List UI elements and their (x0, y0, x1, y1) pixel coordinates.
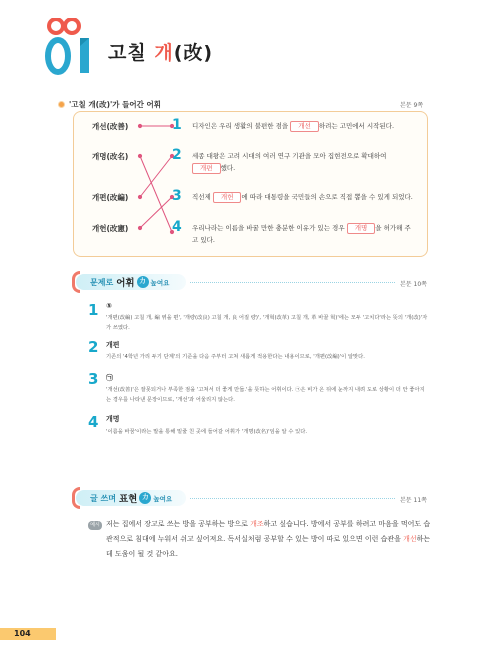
title-accent: 개 (154, 42, 174, 64)
sentence-number: 2 (172, 147, 182, 163)
answer-box: 개명 (347, 223, 376, 234)
problem-explanation: '개편(改編) 고칠 개, 編 엮을 편', '개량(改良) 고칠 개, 良 어질 량)', '개혁(改革) 고칠 개, 革 바꿀 혁)'에는 모두 '고치다'라는 뜻의 '개(改)'자가 쓰였다. (106, 315, 428, 331)
sentence-number: 3 (172, 188, 182, 204)
power-icon: 力 (139, 492, 151, 504)
title-main: 고칠 (108, 42, 147, 64)
problem-answer: 개명 (106, 415, 120, 423)
answer-box: 개헌 (213, 192, 242, 203)
sentence-item: 세종 대왕은 고려 시대의 여러 연구 기관을 모아 집현전으로 확대하여 개편 했다. (192, 152, 387, 172)
page-number: 104 (14, 629, 31, 638)
problem-number: 3 (88, 370, 99, 388)
section1-page-ref: 본문 9쪽 (400, 102, 424, 109)
section3-page-ref: 본문 11쪽 (400, 497, 427, 504)
problem-number: 1 (88, 301, 99, 319)
answer-box: 개편 (192, 163, 221, 174)
word-item: 개명(改名) (92, 152, 129, 161)
problem-explanation: 기존의 '4학년 가리 두기 단계'의 기준을 다음 주부터 고쳐 새롭게 적용한다는 내용이므로, '개편(改編)'이 알맞다. (106, 354, 365, 360)
divider (190, 498, 395, 499)
sentence-item: 직선제 개헌 에 따라 대통령을 국민들의 손으로 직접 뽑을 수 있게 되었다. (192, 193, 413, 201)
title-hanja: (改) (173, 42, 214, 64)
problem-number: 4 (88, 413, 99, 431)
sentence-number: 4 (172, 219, 182, 235)
section2-page-ref: 본문 10쪽 (400, 281, 427, 288)
problem-answer: 개편 (106, 341, 120, 349)
answer-box: 개선 (290, 121, 319, 132)
problem-explanation: '개선(改善)'은 잘못되거나 부족한 점을 '고쳐서 더 좋게 만듦.'을 뜻하는 어휘이다. ㉠은 비가 온 뒤에 눈까지 내려 도로 상황이 더 안 좋아지는 경우를 나타낸 문장이므로, '개선'과 어울리지 않는다. (106, 387, 425, 403)
section3-heading: 글 쓰며 표현 力 높여요 (76, 490, 186, 506)
problem-explanation: '이름을 바꿈'이라는 말을 통해 밑줄 친 곳에 들어갈 어휘가 '개명(改名)'임을 알 수 있다. (106, 429, 308, 435)
section2-heading: 문제로 어휘 力 높여요 (76, 274, 186, 290)
sentence-item: 우리나라는 이름을 바꿀 만한 충분한 이유가 있는 경우 개명 을 허가해 주고 있다. (192, 224, 411, 244)
divider (190, 282, 395, 283)
sentence-number: 1 (172, 117, 182, 133)
problem-answer: ㉠ (106, 374, 113, 382)
word-item: 개편(改編) (92, 193, 129, 202)
section1-heading-text: '고칠 개(改)'가 들어간 어휘 (69, 100, 161, 109)
example-text: 저는 집에서 장고로 쓰는 방을 공부하는 방으로 개조하고 싶습니다. 방에서 공부를 하려고 마음을 먹어도 습관적으로 침대에 누워서 쉬고 싶어져요. 독서실처럼 공부할 수 있는 방이 따로 있으면 이런 습관을 개선하는 데 도움이 될 것 같아요. (106, 520, 431, 558)
problem-answer: ⑤ (106, 302, 112, 310)
highlight-word: 개선 (403, 535, 417, 543)
word-item: 개헌(改憲) (92, 224, 129, 233)
highlight-word: 개조 (250, 520, 264, 528)
power-icon: 力 (137, 276, 149, 288)
problem-number: 2 (88, 338, 99, 356)
word-item: 개선(改善) (92, 122, 129, 131)
example-badge: 예시 (88, 521, 102, 530)
sentence-item: 디자인은 우리 생활의 불편한 점을 개선 하려는 고민에서 시작된다. (192, 122, 395, 130)
